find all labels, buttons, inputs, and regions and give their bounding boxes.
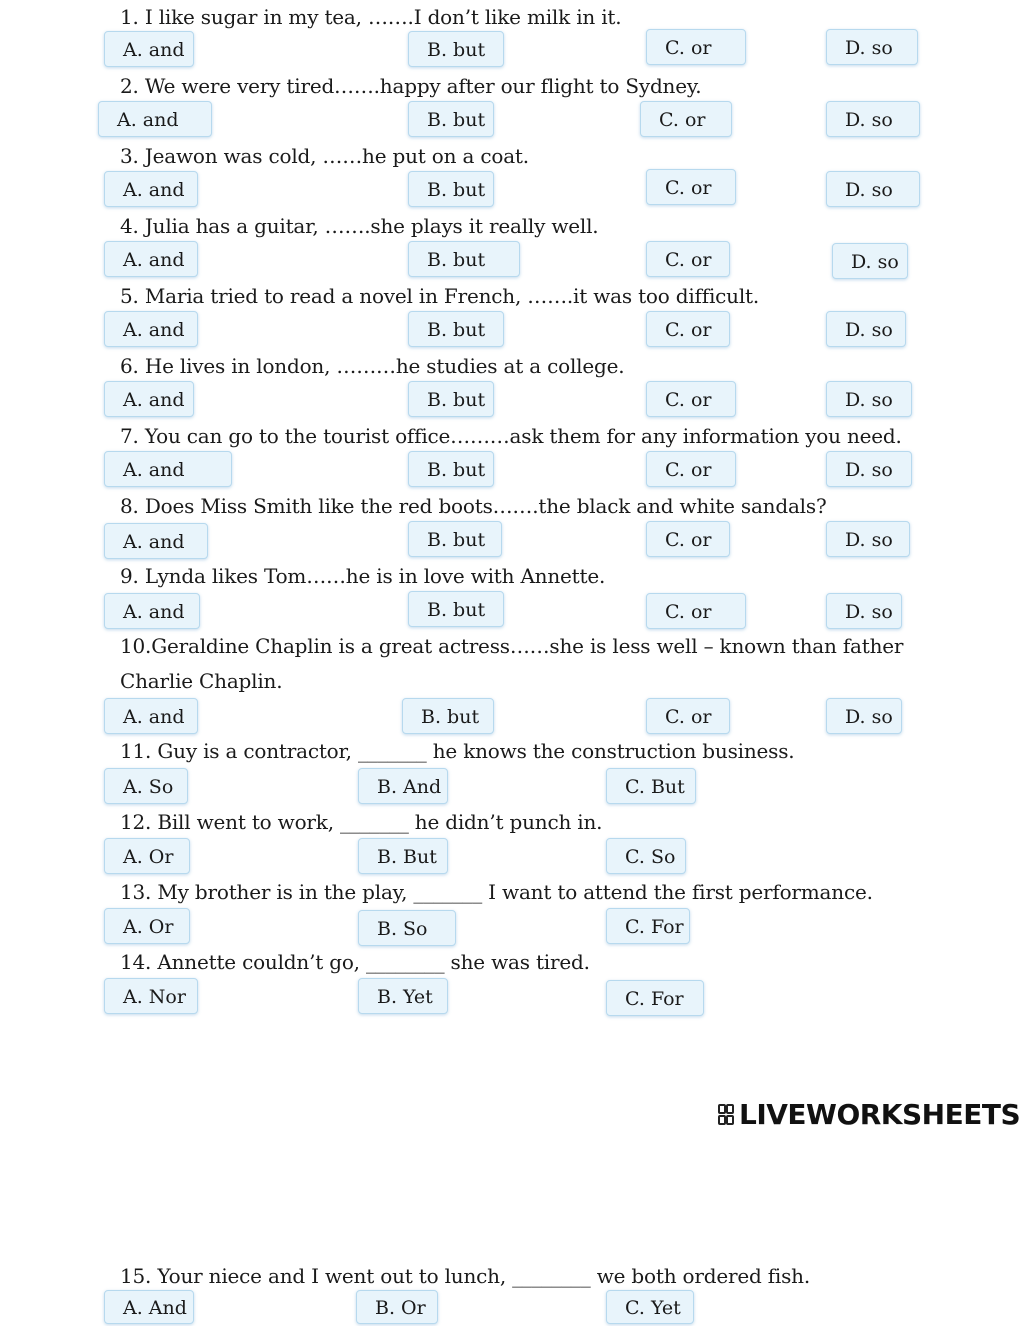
brand-name: LIVEWORKSHEETS xyxy=(739,1098,1021,1131)
question-12-text: 12. Bill went to work, _______ he didn’t punch in. xyxy=(120,810,603,834)
q13-option-b[interactable]: B. So xyxy=(358,910,456,946)
q5-option-c[interactable]: C. or xyxy=(646,311,730,347)
q5-option-b[interactable]: B. but xyxy=(408,311,504,347)
q2-option-b[interactable]: B. but xyxy=(408,101,494,137)
question-13-text: 13. My brother is in the play, _______ I want to attend the first performance. xyxy=(120,880,873,904)
q9-option-d[interactable]: D. so xyxy=(826,593,902,629)
question-8-text: 8. Does Miss Smith like the red boots…….the black and white sandals? xyxy=(120,494,827,518)
q9-option-b[interactable]: B. but xyxy=(408,591,504,627)
q15-option-a[interactable]: A. And xyxy=(104,1290,194,1324)
q11-option-a[interactable]: A. So xyxy=(104,768,188,804)
q1-option-b[interactable]: B. but xyxy=(408,31,504,67)
q2-option-a[interactable]: A. and xyxy=(98,101,212,137)
question-2-text: 2. We were very tired…….happy after our flight to Sydney. xyxy=(120,74,702,98)
q6-option-d[interactable]: D. so xyxy=(826,381,912,417)
q11-option-c[interactable]: C. But xyxy=(606,768,696,804)
q12-option-c[interactable]: C. So xyxy=(606,838,686,874)
q8-option-d[interactable]: D. so xyxy=(826,521,910,557)
question-9-text: 9. Lynda likes Tom……he is in love with Annette. xyxy=(120,564,606,588)
q5-option-d[interactable]: D. so xyxy=(826,311,906,347)
q1-option-a[interactable]: A. and xyxy=(104,31,194,67)
question-15-text: 15. Your niece and I went out to lunch, ________ we both ordered fish. xyxy=(120,1264,811,1288)
question-1-text: 1. I like sugar in my tea, …….I don’t like milk in it. xyxy=(120,5,622,29)
question-4-text: 4. Julia has a guitar, …….she plays it really well. xyxy=(120,214,599,238)
question-6-text: 6. He lives in london, ………he studies at a college. xyxy=(120,354,625,378)
q4-option-d[interactable]: D. so xyxy=(832,243,908,279)
q14-option-b[interactable]: B. Yet xyxy=(358,978,448,1014)
q15-option-c[interactable]: C. Yet xyxy=(606,1290,694,1324)
q12-option-b[interactable]: B. But xyxy=(358,838,448,874)
q11-option-b[interactable]: B. And xyxy=(358,768,448,804)
q10-option-d[interactable]: D. so xyxy=(826,698,902,734)
liveworksheets-logo-icon xyxy=(718,1104,736,1126)
q9-option-a[interactable]: A. and xyxy=(104,593,200,629)
q8-option-a[interactable]: A. and xyxy=(104,523,208,559)
q4-option-c[interactable]: C. or xyxy=(646,241,730,277)
q14-option-c[interactable]: C. For xyxy=(606,980,704,1016)
q8-option-c[interactable]: C. or xyxy=(646,521,730,557)
q6-option-a[interactable]: A. and xyxy=(104,381,194,417)
q7-option-b[interactable]: B. but xyxy=(408,451,494,487)
q7-option-a[interactable]: A. and xyxy=(104,451,232,487)
question-10-text-continued: Charlie Chaplin. xyxy=(120,669,283,693)
q1-option-c[interactable]: C. or xyxy=(646,29,746,65)
q5-option-a[interactable]: A. and xyxy=(104,311,198,347)
q15-option-b[interactable]: B. Or xyxy=(356,1290,438,1324)
q6-option-b[interactable]: B. but xyxy=(408,381,494,417)
q3-option-c[interactable]: C. or xyxy=(646,169,736,205)
q10-option-c[interactable]: C. or xyxy=(646,698,730,734)
question-3-text: 3. Jeawon was cold, ……he put on a coat. xyxy=(120,144,529,168)
question-14-text: 14. Annette couldn’t go, ________ she was tired. xyxy=(120,950,590,974)
liveworksheets-logo xyxy=(718,1098,1020,1131)
q2-option-d[interactable]: D. so xyxy=(826,101,920,137)
q9-option-c[interactable]: C. or xyxy=(646,593,746,629)
q3-option-b[interactable]: B. but xyxy=(408,171,494,207)
question-10-text: 10.Geraldine Chaplin is a great actress……she is less well – known than father xyxy=(120,634,904,658)
q3-option-a[interactable]: A. and xyxy=(104,171,198,207)
q6-option-c[interactable]: C. or xyxy=(646,381,736,417)
q4-option-a[interactable]: A. and xyxy=(104,241,198,277)
q4-option-b[interactable]: B. but xyxy=(408,241,520,277)
q7-option-c[interactable]: C. or xyxy=(646,451,736,487)
q13-option-a[interactable]: A. Or xyxy=(104,908,190,944)
q7-option-d[interactable]: D. so xyxy=(826,451,912,487)
q14-option-a[interactable]: A. Nor xyxy=(104,978,198,1014)
q2-option-c[interactable]: C. or xyxy=(640,101,732,137)
q1-option-d[interactable]: D. so xyxy=(826,29,918,65)
q8-option-b[interactable]: B. but xyxy=(408,521,502,557)
q3-option-d[interactable]: D. so xyxy=(826,171,920,207)
q10-option-b[interactable]: B. but xyxy=(402,698,494,734)
question-7-text: 7. You can go to the tourist office………ask them for any information you need. xyxy=(120,424,902,448)
q10-option-a[interactable]: A. and xyxy=(104,698,198,734)
q13-option-c[interactable]: C. For xyxy=(606,908,690,944)
question-11-text: 11. Guy is a contractor, _______ he knows the construction business. xyxy=(120,739,795,763)
q12-option-a[interactable]: A. Or xyxy=(104,838,190,874)
question-5-text: 5. Maria tried to read a novel in French, …….it was too difficult. xyxy=(120,284,760,308)
